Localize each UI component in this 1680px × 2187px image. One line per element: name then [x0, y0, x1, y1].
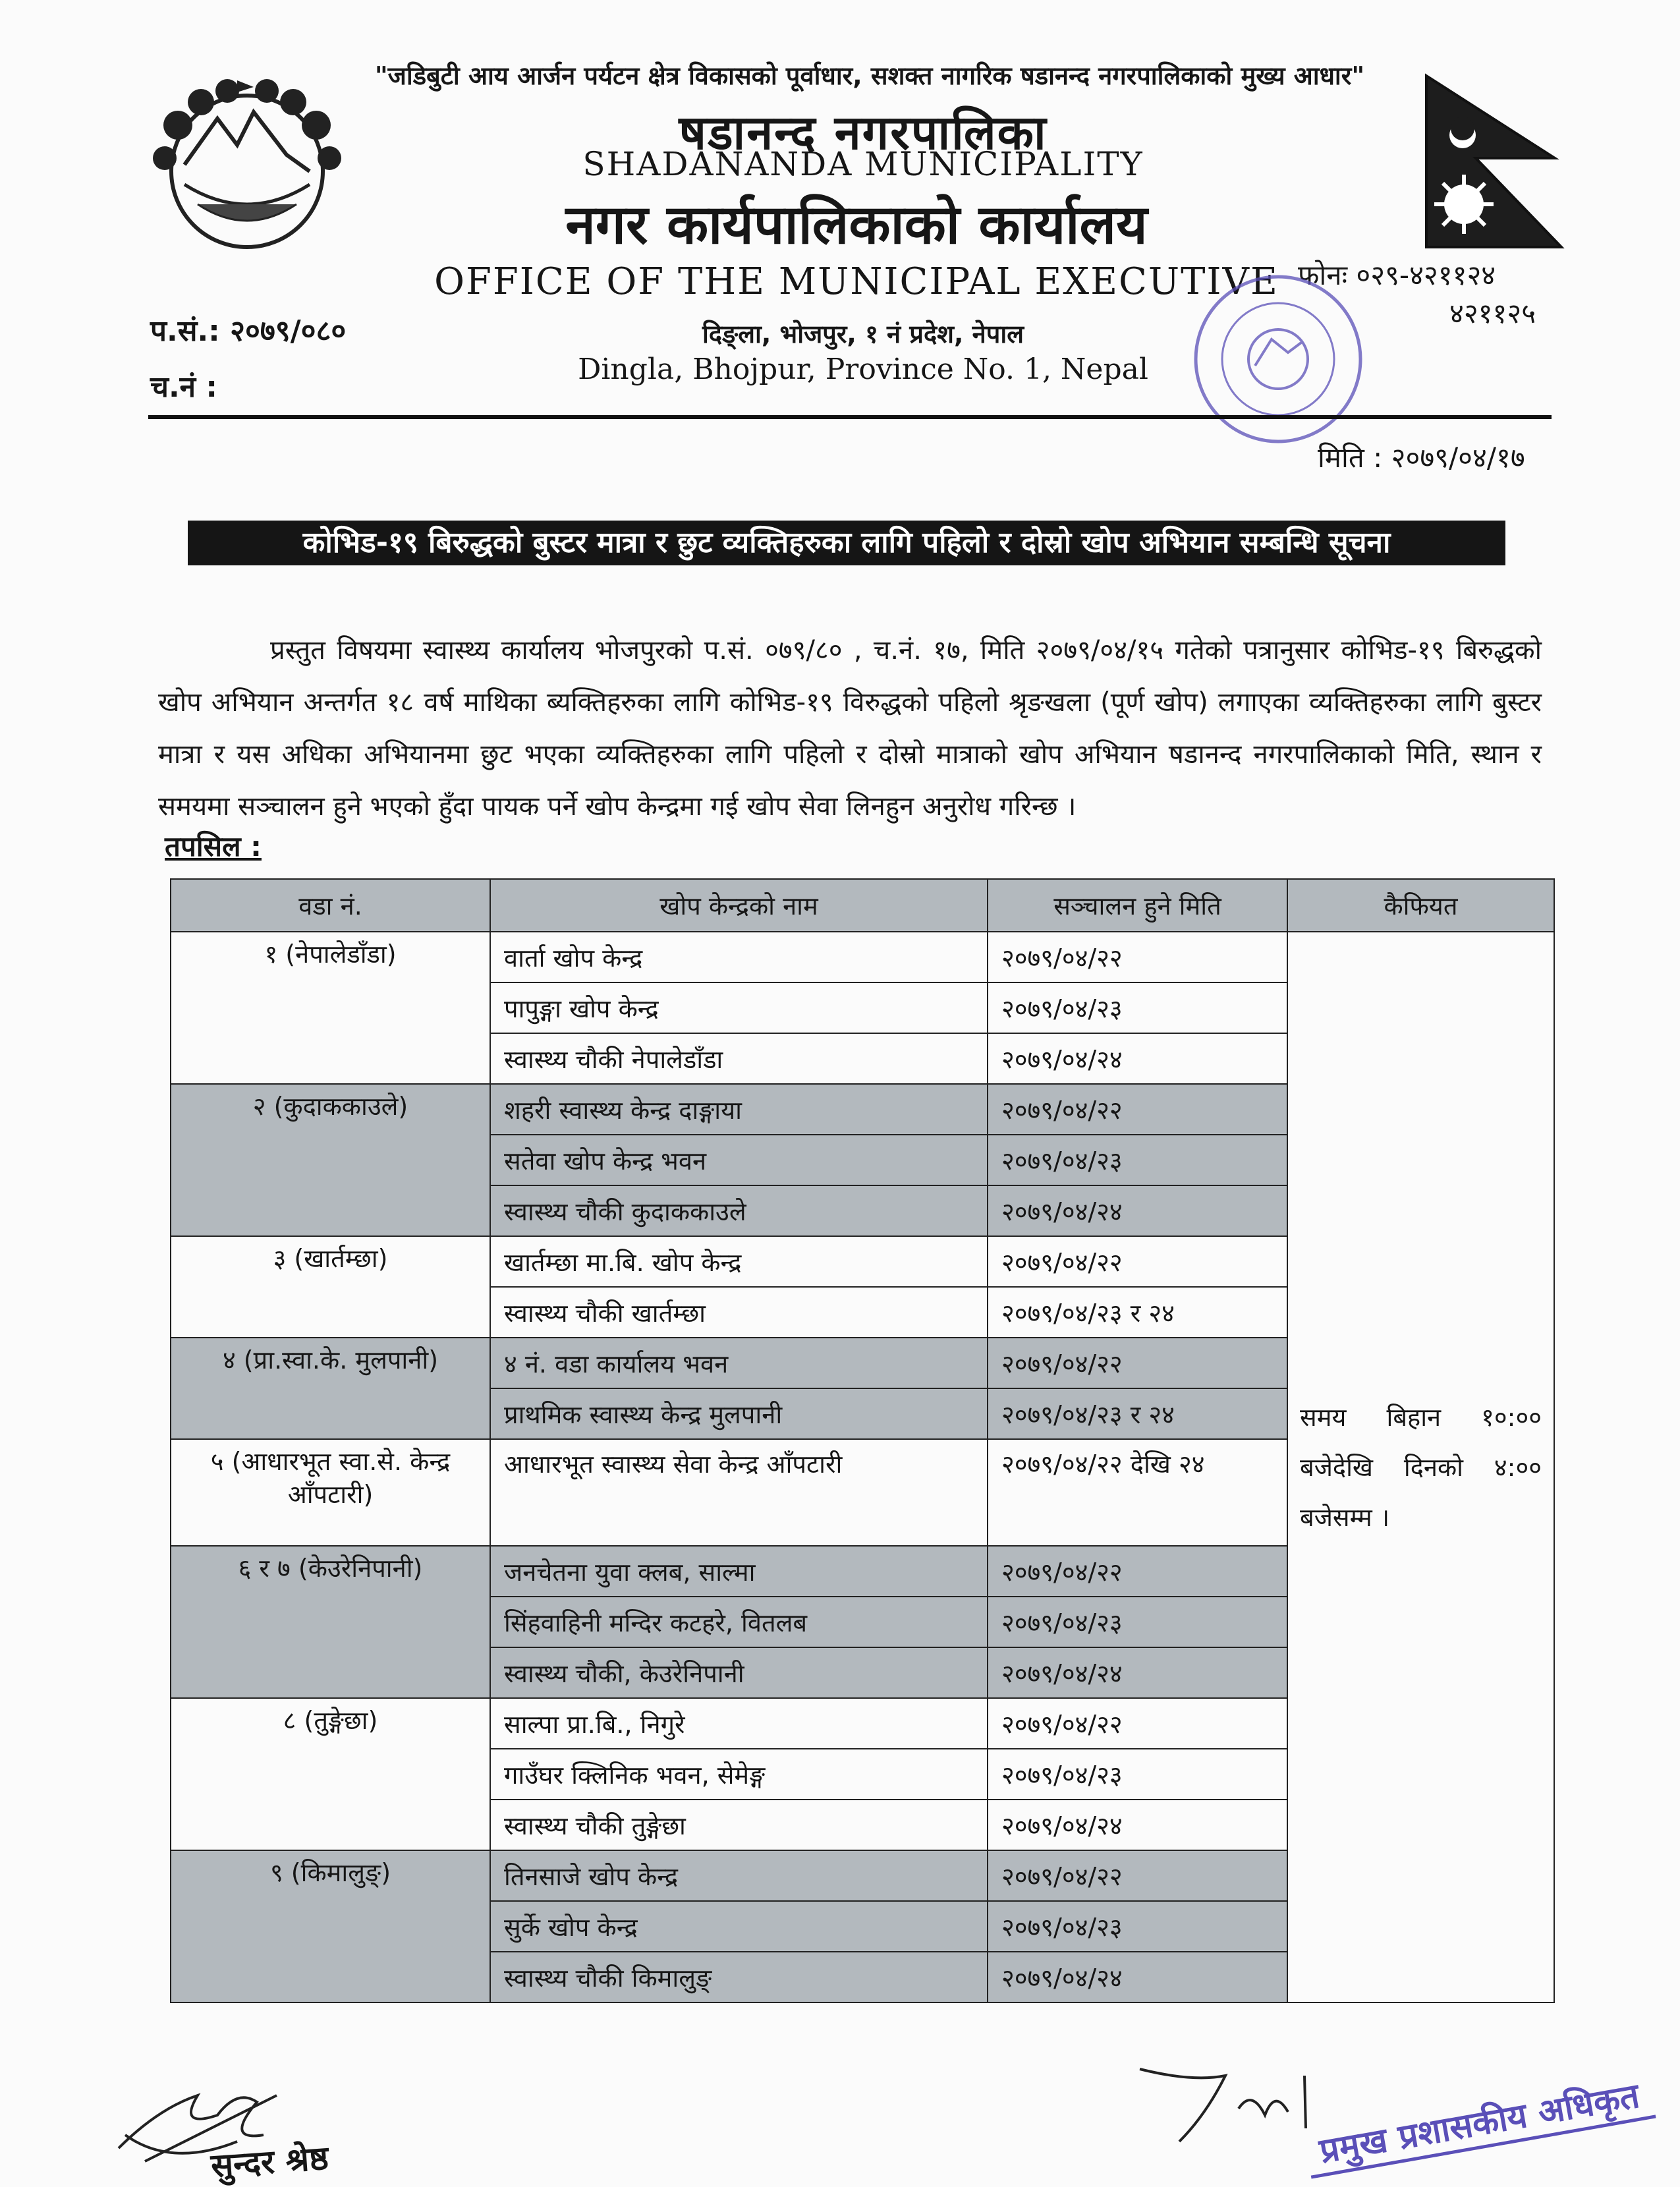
date-cell: २०७९/०४/२४ — [988, 1952, 1287, 2002]
ward-cell: ९ (किमालुङ्) — [171, 1850, 490, 2002]
date-cell: २०७९/०४/२२ — [988, 1698, 1287, 1749]
vaccination-schedule-table — [170, 878, 1555, 2003]
office-name-np: नगर कार्यपालिकाको कार्यालय — [565, 194, 1148, 256]
center-name-cell: गाउँघर क्लिनिक भवन, सेमेङ्ग — [490, 1749, 988, 1800]
details-label: तपसिल : — [165, 830, 262, 863]
remarks-cell: समय बिहान १०:०० बजेदेखि दिनको ४:०० बजेसम्म । — [1287, 932, 1554, 2002]
column-header: कैफियत — [1287, 879, 1554, 932]
center-name-cell: सतेवा खोप केन्द्र भवन — [490, 1135, 988, 1185]
address-np: दिङ्ला, भोजपुर, १ नं प्रदेश, नेपाल — [702, 320, 1024, 349]
date-cell: २०७९/०४/२४ — [988, 1800, 1287, 1850]
ward-cell: ३ (खार्तम्छा) — [171, 1236, 490, 1338]
date-cell: २०७९/०४/२३ — [988, 1749, 1287, 1800]
date-cell: २०७९/०४/२४ — [988, 1033, 1287, 1084]
center-name-cell: वार्ता खोप केन्द्र — [490, 932, 988, 982]
officer-title-stamp: प्रमुख प्रशासकीय अधिकृत — [1302, 2068, 1656, 2178]
reference-number: प.सं.: २०७९/०८० — [150, 314, 347, 348]
center-name-cell: स्वास्थ्य चौकी कुदाककाउले — [490, 1185, 988, 1236]
date-cell: २०७९/०४/२३ — [988, 1901, 1287, 1952]
center-name-cell: आधारभूत स्वास्थ्य सेवा केन्द्र आँपटारी — [490, 1439, 988, 1546]
center-name-cell: जनचेतना युवा क्लब, साल्मा — [490, 1546, 988, 1597]
center-name-cell: साल्पा प्रा.बि., निगुरे — [490, 1698, 988, 1749]
ward-cell: २ (कुदाककाउले) — [171, 1084, 490, 1236]
nepal-flag-icon — [1423, 72, 1568, 250]
date-cell: २०७९/०४/२२ — [988, 1338, 1287, 1388]
municipality-name-np: षडानन्द नगरपालिका — [679, 105, 1048, 160]
date-cell: २०७९/०४/२३ — [988, 982, 1287, 1033]
center-name-cell: सुर्के खोप केन्द्र — [490, 1901, 988, 1952]
table-header-row — [171, 879, 1554, 932]
center-name-cell: पापुङ्गा खोप केन्द्र — [490, 982, 988, 1033]
center-name-cell: स्वास्थ्य चौकी किमालुङ् — [490, 1952, 988, 2002]
ward-cell: ६ र ७ (केउरेनिपानी) — [171, 1546, 490, 1698]
header-rule — [148, 415, 1552, 419]
signatory-name: सुन्दर श्रेष्ठ — [210, 2138, 330, 2186]
dispatch-number: च.नं : — [150, 370, 217, 404]
ward-cell: ५ (आधारभूत स्वा.से. केन्द्र आँपटारी) — [171, 1439, 490, 1546]
column-header: वडा नं. — [171, 879, 490, 932]
date-cell: २०७९/०४/२३ — [988, 1135, 1287, 1185]
center-name-cell: स्वास्थ्य चौकी नेपालेडाँडा — [490, 1033, 988, 1084]
center-name-cell: तिनसाजे खोप केन्द्र — [490, 1850, 988, 1901]
center-name-cell: खार्तम्छा मा.बि. खोप केन्द्र — [490, 1236, 988, 1287]
office-stamp-icon — [1173, 267, 1384, 458]
date-cell: २०७९/०४/२४ — [988, 1647, 1287, 1698]
letter-date: मिति : २०७९/०४/१७ — [1318, 441, 1525, 474]
date-cell: २०७९/०४/२२ देखि २४ — [988, 1439, 1287, 1546]
address-en: Dingla, Bhojpur, Province No. 1, Nepal — [578, 353, 1148, 386]
center-name-cell: स्वास्थ्य चौकी, केउरेनिपानी — [490, 1647, 988, 1698]
date-cell: २०७९/०४/२२ — [988, 932, 1287, 982]
municipality-emblem-icon — [138, 72, 356, 264]
ward-cell: ४ (प्रा.स्वा.के. मुलपानी) — [171, 1338, 490, 1439]
motto: "जडिबुटी आय आर्जन पर्यटन क्षेत्र विकासको पूर्वाधार, सशक्त नागरिक षडानन्द नगरपालिकाको मुख्य आधार" — [374, 61, 1365, 90]
date-cell: २०७९/०४/२४ — [988, 1185, 1287, 1236]
ward-cell: ८ (तुङ्गेछा) — [171, 1698, 490, 1850]
office-name-en: OFFICE OF THE MUNICIPAL EXECUTIVE — [434, 260, 1279, 303]
date-cell: २०७९/०४/२३ — [988, 1597, 1287, 1647]
notice-title: कोभिड-१९ बिरुद्धको बुस्टर मात्रा र छुट व्यक्तिहरुका लागि पहिलो र दोस्रो खोप अभियान सम्बन्धि सूचना — [188, 521, 1505, 565]
date-cell: २०७९/०४/२२ — [988, 1546, 1287, 1597]
date-cell: २०७९/०४/२२ — [988, 1084, 1287, 1135]
phone-number: फोनः ०२९-४२११२४ — [1298, 259, 1496, 291]
date-cell: २०७९/०४/२३ र २४ — [988, 1287, 1287, 1338]
phone-number-alt: ४२११२५ — [1449, 297, 1536, 329]
municipality-name-en: SHADANANDA MUNICIPALITY — [582, 145, 1144, 183]
center-name-cell: स्वास्थ्य चौकी खार्तम्छा — [490, 1287, 988, 1338]
table-row — [171, 932, 1554, 982]
column-header: खोप केन्द्रको नाम — [490, 879, 988, 932]
date-cell: २०७९/०४/२३ र २४ — [988, 1388, 1287, 1439]
center-name-cell: प्राथमिक स्वास्थ्य केन्द्र मुलपानी — [490, 1388, 988, 1439]
notice-body: प्रस्तुत विषयमा स्वास्थ्य कार्यालय भोजपुरको प.सं. ०७९/८० , च.नं. १७, मिति २०७९/०४/१५ गतेको पत्रानुसार कोभिड-१९ बिरुद्धको खोप अभियान अन्तर्गत १८ वर्ष माथिका ब्यक्तिहरुका लागि कोभिड-१९ विरुद्धको पहिलो श्रृङखला (पूर्ण खोप) लगाएका व्यक्तिहरुका लागि बुस्टर मात्रा र यस अधिका अभियानमा छुट भएका व्यक्तिहरुका लागि पहिलो र दोस्रो मात्राको खोप अभियान षडानन्द नगरपालिकाको मिति, स्थान र समयमा सञ्चालन हुने भएको हुँदा पायक पर्ने खोप केन्द्रमा गई खोप सेवा लिनहुन अनुरोध गरिन्छ । — [158, 635, 1542, 822]
center-name-cell: स्वास्थ्य चौकी तुङ्गेछा — [490, 1800, 988, 1850]
center-name-cell: ४ नं. वडा कार्यालय भवन — [490, 1338, 988, 1388]
date-cell: २०७९/०४/२२ — [988, 1850, 1287, 1901]
date-cell: २०७९/०४/२२ — [988, 1236, 1287, 1287]
center-name-cell: शहरी स्वास्थ्य केन्द्र दाङ्गाया — [490, 1084, 988, 1135]
column-header: सञ्चालन हुने मिति — [988, 879, 1287, 932]
center-name-cell: सिंहवाहिनी मन्दिर कटहरे, वितलब — [490, 1597, 988, 1647]
ward-cell: १ (नेपालेडाँडा) — [171, 932, 490, 1084]
